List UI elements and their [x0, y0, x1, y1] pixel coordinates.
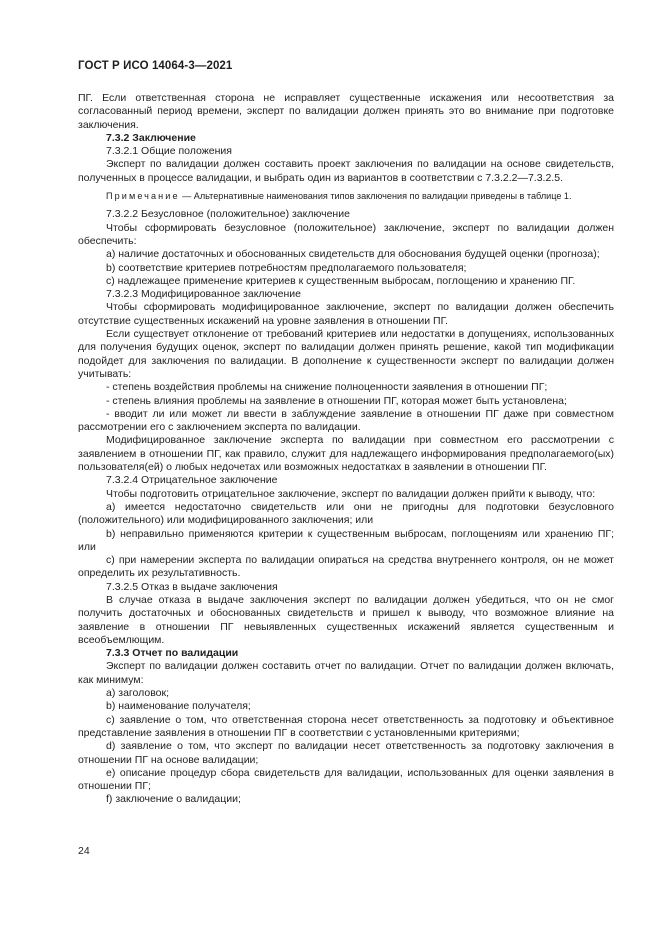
list-item: c) надлежащее применение критериев к существенным выбросам, поглощению и хранению ПГ. [106, 274, 576, 287]
dash-item: - степень воздействия проблемы на снижение полноценности заявления в отношении ПГ; [106, 381, 548, 394]
section-heading-7-3-2: 7.3.2 Заключение [106, 131, 196, 144]
paragraph-7-3-2-3: Если существует отклонение от требований критериев или недостатки в допущениях, использованных для получения будущих оценок, эксперт по валидации должен принять решение, какой тип модификации подойдет для заключения по валидации. В дополнение к существенности эксперт по валидации должен учитывать: [78, 328, 614, 380]
list-item: d) заявление о том, что эксперт по валидации несет ответственность за подготовку заключения в отношении ПГ на основе валидации; [78, 740, 614, 766]
subsection-heading-7-3-2-5: 7.3.2.5 Отказ в выдаче заключения [106, 580, 278, 593]
paragraph-continuation: ПГ. Если ответственная сторона не исправляет существенные искажения или несоответствия за согласованный период времени, эксперт по валидации должен принять это во внимание при подготовке заключения. [78, 92, 614, 131]
section-heading-7-3-3: 7.3.3 Отчет по валидации [106, 647, 239, 660]
note-label: Примечание [106, 191, 180, 202]
list-item: f) заключение о валидации; [106, 793, 241, 806]
list-item: c) заявление о том, что ответственная сторона несет ответственность за подготовку и объективное представление заявления в отношении ПГ в соответствии с установленными критериями; [78, 713, 614, 739]
paragraph-7-3-2-3: Модифицированное заключение эксперта по валидации при совместном его рассмотрении с заявлением в отношении ПГ, как правило, служит для надлежащего информирования предполагаемого(ых) пользователя(ей) о любых недочетах или возможных недостатках в заявлении в отношении ПГ. [78, 434, 614, 474]
page-body [78, 92, 614, 807]
paragraph-7-3-2-5: В случае отказа в выдаче заключения эксперт по валидации должен убедиться, что он не смог получить достаточных и обоснованных свидетельств и пришел к выводу, что возможное влияние на заявление в отношении ПГ невыявленных существенных искажений является существенным и всеобъемлющим. [78, 593, 614, 646]
note-text: — Альтернативные наименования типов заключения по валидации приведены в таблице 1. [179, 191, 572, 202]
list-item: a) заголовок; [106, 687, 170, 700]
list-item: b) соответствие критериев потребностям предполагаемого пользователя; [106, 261, 467, 274]
page-number: 24 [78, 845, 90, 857]
paragraph-7-3-3: Эксперт по валидации должен составить отчет по валидации. Отчет по валидации должен включать, как минимум: [78, 660, 614, 686]
standard-title: ГОСТ Р ИСО 14064-3—2021 [78, 60, 233, 72]
list-item: a) наличие достаточных и обоснованных свидетельств для обоснования будущей оценки (прогноза); [106, 248, 600, 261]
subsection-heading-7-3-2-2: 7.3.2.2 Безусловное (положительное) заключение [106, 208, 350, 221]
list-item: a) имеется недостаточно свидетельств или они не пригодны для подготовки безусловного (положительного) или модифицированного заключения; или [78, 500, 614, 527]
dash-item: - степень влияния проблемы на заявление в отношении ПГ, которая может быть установлена; [106, 394, 567, 407]
list-item: c) при намерении эксперта по валидации опираться на средства внутреннего контроля, он не может определить их результативность. [78, 554, 614, 580]
note [78, 190, 614, 203]
paragraph-7-3-2-1: Эксперт по валидации должен составить проект заключения по валидации на основе свидетельств, полученных в процессе валидации, и выбрать один из вариантов в соответствии с 7.3.2.2—7.3.2.5. [78, 158, 614, 184]
list-item: b) неправильно применяются критерии к существенным выбросам, поглощениям или хранению ПГ; или [78, 527, 614, 553]
paragraph-7-3-2-3: Чтобы сформировать модифицированное заключение, эксперт по валидации должен обеспечить отсутствие существенных искажений на уровне заявления в отношении ПГ. [78, 301, 614, 327]
paragraph-7-3-2-2: Чтобы сформировать безусловное (положительное) заключение, эксперт по валидации должен обеспечить: [78, 221, 614, 247]
subsection-heading-7-3-2-1: 7.3.2.1 Общие положения [106, 145, 232, 158]
dash-item: - вводит ли или может ли ввести в заблуждение заявление в отношении ПГ даже при совместном рассмотрении его с заключением эксперта по валидации. [78, 407, 614, 434]
list-item: e) описание процедур сбора свидетельств для валидации, использованных для оценки заявления в отношении ПГ; [78, 766, 614, 793]
list-item: b) наименование получателя; [106, 700, 251, 713]
subsection-heading-7-3-2-4: 7.3.2.4 Отрицательное заключение [106, 474, 278, 487]
paragraph-7-3-2-4: Чтобы подготовить отрицательное заключение, эксперт по валидации должен прийти к выводу, что: [106, 487, 596, 500]
subsection-heading-7-3-2-3: 7.3.2.3 Модифицированное заключение [106, 288, 301, 301]
